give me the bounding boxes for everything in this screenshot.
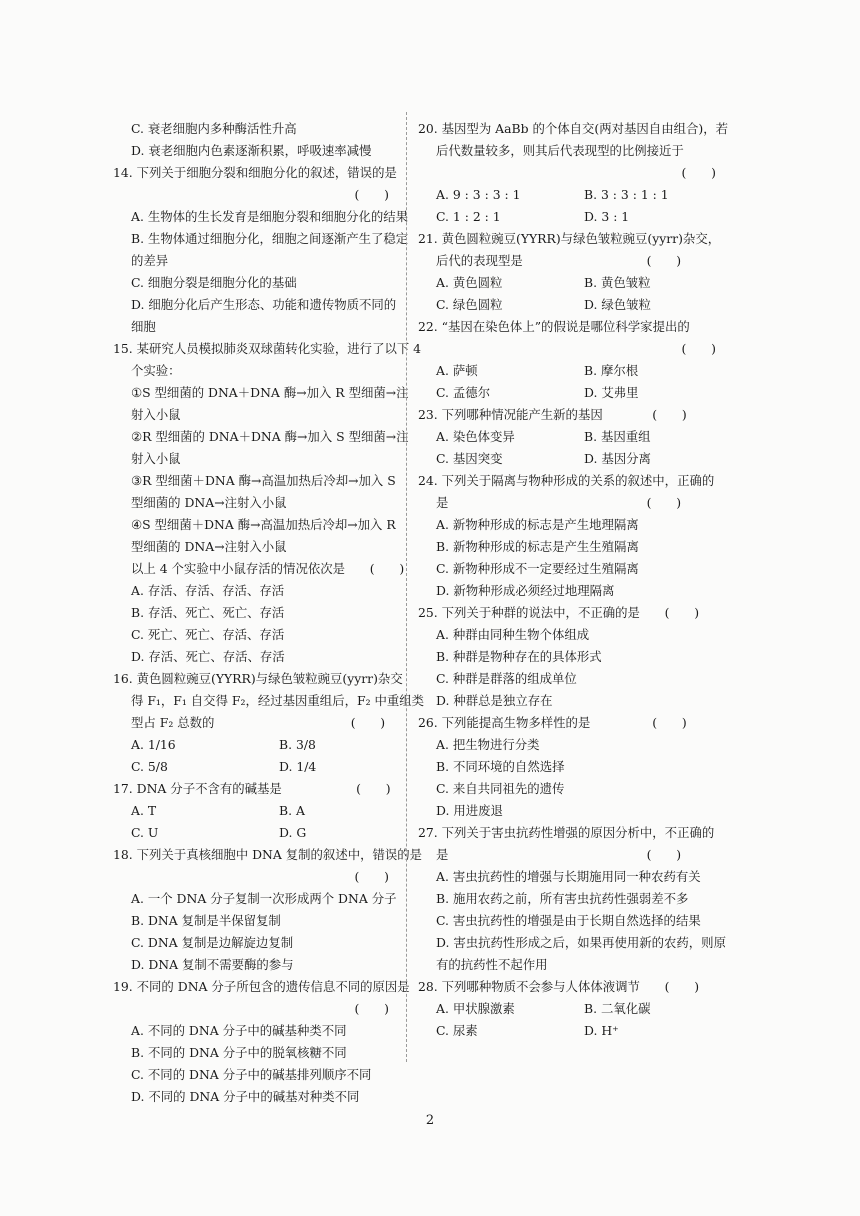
question-stem: 19. 不同的 DNA 分子所包含的遗传信息不同的原因是 (113, 979, 410, 994)
right-column (418, 118, 726, 1042)
question-text: B. 生物体通过细胞分化，细胞之间逐渐产生了稳定 (131, 231, 409, 246)
question-text: C. 不同的 DNA 分子中的碱基排列顺序不同 (131, 1067, 372, 1082)
option-text: C. U (131, 825, 159, 840)
question-text: A. 新物种形成的标志是产生地理隔离 (436, 517, 639, 532)
option-row (113, 734, 399, 756)
option-text: A. 9 : 3 : 3 : 1 (436, 187, 521, 202)
question-stem: 16. 黄色圆粒豌豆(YYRR)与绿色皱粒豌豆(yyrr)杂交 (113, 671, 403, 686)
option-text: A. T (131, 803, 157, 818)
option-text: A. 染色体变异 (436, 429, 515, 444)
question-text: 射入小鼠 (131, 451, 181, 466)
question-stem: 26. 下列能提高生物多样性的是 ( ) (418, 715, 687, 730)
question-text: D. 新物种形成必须经过地理隔离 (436, 583, 615, 598)
question-text: D. 细胞分化后产生形态、功能和遗传物质不同的 (131, 297, 397, 312)
question-text: B. 不同环境的自然选择 (436, 759, 565, 774)
question-text: 以上 4 个实验中小鼠存活的情况依次是 ( ) (131, 561, 405, 576)
question-stem: 27. 下列关于害虫抗药性增强的原因分析中，不正确的 (418, 825, 715, 840)
question-text: 型细菌的 DNA→注射入小鼠 (131, 495, 287, 510)
question-text: 是 ( ) (436, 495, 682, 510)
question-stem: 21. 黄色圆粒豌豆(YYRR)与绿色皱粒豌豆(yyrr)杂交， (418, 231, 721, 246)
question-text: D. 衰老细胞内色素逐渐积累，呼吸速率减慢 (131, 143, 372, 158)
question-text: 后代数量较多，则其后代表现型的比例接近于 (436, 143, 684, 158)
option-text: D. H⁺ (584, 1023, 619, 1038)
option-text: A. 甲状腺激素 (436, 1001, 515, 1016)
question-text: C. 死亡、死亡、存活、存活 (131, 627, 285, 642)
left-column (113, 118, 425, 1108)
option-text: D. 1/4 (279, 759, 317, 774)
option-text: A. 黄色圆粒 (436, 275, 503, 290)
question-text: 是 ( ) (436, 847, 682, 862)
column-divider (406, 112, 407, 1062)
question-text: C. 新物种形成不一定要经过生殖隔离 (436, 561, 639, 576)
question-text: B. 种群是物种存在的具体形式 (436, 649, 602, 664)
question-text: A. 不同的 DNA 分子中的碱基种类不同 (131, 1023, 347, 1038)
question-stem: 24. 下列关于隔离与物种形成的关系的叙述中，正确的 (418, 473, 715, 488)
answer-blank: ( ) (354, 869, 389, 884)
question-text: 细胞 (131, 319, 156, 334)
question-text: A. 生物体的生长发育是细胞分裂和细胞分化的结果 (131, 209, 409, 224)
question-text: A. 存活、存活、存活、存活 (131, 583, 285, 598)
question-text: D. 存活、死亡、存活、存活 (131, 649, 285, 664)
question-text: D. 种群总是独立存在 (436, 693, 553, 708)
question-text: C. 细胞分裂是细胞分化的基础 (131, 275, 297, 290)
option-text: D. 艾弗里 (584, 385, 639, 400)
question-stem: 22. “基因在染色体上”的假说是哪位科学家提出的 (418, 319, 690, 334)
option-row (418, 426, 726, 448)
option-text: D. G (279, 825, 307, 840)
question-text: A. 一个 DNA 分子复制一次形成两个 DNA 分子 (131, 891, 397, 906)
option-text: B. 基因重组 (584, 429, 651, 444)
option-text: D. 绿色皱粒 (584, 297, 651, 312)
question-text: D. 不同的 DNA 分子中的碱基对种类不同 (131, 1089, 360, 1104)
question-text: C. 种群是群落的组成单位 (436, 671, 577, 686)
question-text: D. 用进废退 (436, 803, 503, 818)
option-text: D. 3 : 1 (584, 209, 630, 224)
option-text: B. 二氧化碳 (584, 1001, 651, 1016)
option-text: B. A (279, 803, 305, 818)
option-text: D. 基因分离 (584, 451, 651, 466)
option-row (418, 382, 726, 404)
question-text: 型细菌的 DNA→注射入小鼠 (131, 539, 287, 554)
question-stem: 20. 基因型为 AaBb 的个体自交(两对基因自由组合)，若 (418, 121, 728, 136)
question-text: C. DNA 复制是边解旋边复制 (131, 935, 294, 950)
option-row (418, 206, 726, 228)
question-stem: 25. 下列关于种群的说法中，不正确的是 ( ) (418, 605, 700, 620)
option-text: C. 尿素 (436, 1023, 478, 1038)
question-text: A. 种群由同种生物个体组成 (436, 627, 590, 642)
question-text: D. DNA 复制不需要酶的参与 (131, 957, 294, 972)
question-text: 后代的表现型是 ( ) (436, 253, 682, 268)
question-text: A. 把生物进行分类 (436, 737, 540, 752)
option-text: B. 3/8 (279, 737, 316, 752)
option-text: B. 3 : 3 : 1 : 1 (584, 187, 669, 202)
option-row (418, 184, 726, 206)
option-text: C. 孟德尔 (436, 385, 491, 400)
page-number: 2 (425, 1113, 435, 1128)
question-stem: 14. 下列关于细胞分裂和细胞分化的叙述，错误的是 (113, 165, 397, 180)
question-text: ④S 型细菌＋DNA 酶→高温加热后冷却→加入 R (131, 517, 396, 532)
question-text: C. 衰老细胞内多种酶活性升高 (131, 121, 297, 136)
option-text: B. 摩尔根 (584, 363, 639, 378)
question-text: B. 施用农药之前，所有害虫抗药性强弱差不多 (436, 891, 689, 906)
option-text: C. 1 : 2 : 1 (436, 209, 501, 224)
question-text: C. 害虫抗药性的增强是由于长期自然选择的结果 (436, 913, 701, 928)
question-text: B. 存活、死亡、死亡、存活 (131, 605, 285, 620)
question-stem: 28. 下列哪种物质不会参与人体体液调节 ( ) (418, 979, 700, 994)
question-text: 得 F₁，F₁ 自交得 F₂，经过基因重组后，F₂ 中重组类 (131, 693, 425, 708)
option-row (418, 272, 726, 294)
option-row (418, 448, 726, 470)
option-row (418, 294, 726, 316)
question-text: 的差异 (131, 253, 169, 268)
option-text: C. 基因突变 (436, 451, 503, 466)
question-text: B. 不同的 DNA 分子中的脱氧核糖不同 (131, 1045, 347, 1060)
question-text: D. 害虫抗药性形成之后，如果再使用新的农药，则原 (436, 935, 726, 950)
answer-blank: ( ) (681, 165, 716, 180)
question-text: B. DNA 复制是半保留复制 (131, 913, 281, 928)
option-row (418, 998, 726, 1020)
question-stem: 18. 下列关于真核细胞中 DNA 复制的叙述中，错误的是 (113, 847, 423, 862)
question-text: ③R 型细菌＋DNA 酶→高温加热后冷却→加入 S (131, 473, 396, 488)
question-stem: 23. 下列哪种情况能产生新的基因 ( ) (418, 407, 687, 422)
answer-blank: ( ) (681, 341, 716, 356)
option-row (113, 822, 399, 844)
question-text: ①S 型细菌的 DNA＋DNA 酶→加入 R 型细菌→注 (131, 385, 409, 400)
option-row (113, 800, 399, 822)
option-row (418, 360, 726, 382)
question-text: 有的抗药性不起作用 (436, 957, 548, 972)
option-text: A. 1/16 (131, 737, 176, 752)
option-text: B. 黄色皱粒 (584, 275, 651, 290)
question-stem: 15. 某研究人员模拟肺炎双球菌转化实验，进行了以下 4 (113, 341, 422, 356)
question-text: A. 害虫抗药性的增强与长期施用同一种农药有关 (436, 869, 701, 884)
option-row (113, 756, 399, 778)
option-text: A. 萨顿 (436, 363, 478, 378)
option-text: C. 5/8 (131, 759, 168, 774)
question-text: 型占 F₂ 总数的 ( ) (131, 715, 386, 730)
question-stem: 17. DNA 分子不含有的碱基是 ( ) (113, 781, 391, 796)
question-text: ②R 型细菌的 DNA＋DNA 酶→加入 S 型细菌→注 (131, 429, 409, 444)
question-text: B. 新物种形成的标志是产生生殖隔离 (436, 539, 639, 554)
question-text: 个实验： (131, 363, 181, 378)
answer-blank: ( ) (354, 187, 389, 202)
question-text: 射入小鼠 (131, 407, 181, 422)
option-row (418, 1020, 726, 1042)
option-text: C. 绿色圆粒 (436, 297, 503, 312)
answer-blank: ( ) (354, 1001, 389, 1016)
question-text: C. 来自共同祖先的遗传 (436, 781, 565, 796)
